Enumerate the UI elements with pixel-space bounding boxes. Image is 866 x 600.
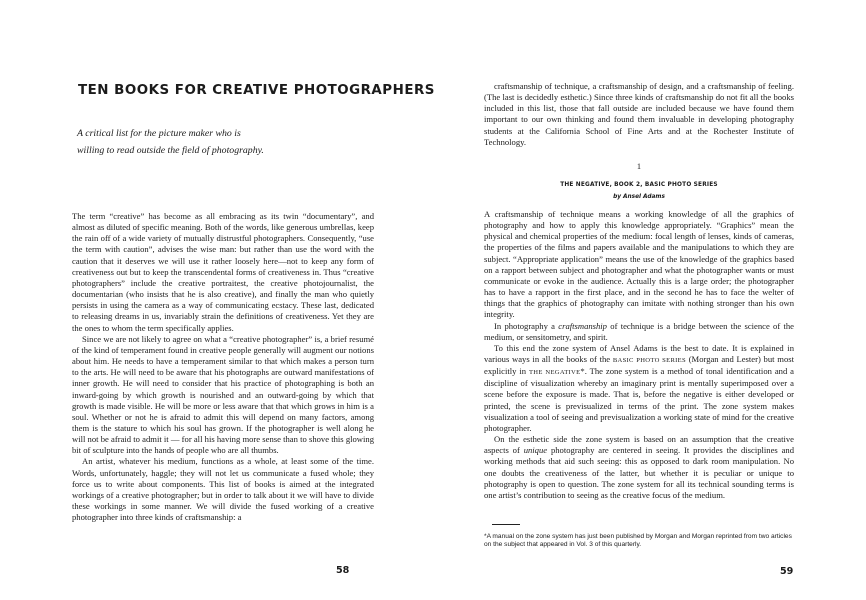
- paragraph: Since we are not likely to agree on what a “creative photographer” is, a brief resumé of the kind of temperament found in creative people generally will augment our notions about him. He needs to have a temperament similar to that which makes a person turn to the arts. He will need to be aware that his photographs are outward manifestations of inner growth. He will need to consider that his practice of photographing is both an inward-going by which growth is nourished and an outward-going by which that growth is made visible. He will be more or less aware that that which grows in him is a soul. Whether or not he is afraid to admit this will depend on many factors, among them is the stature to which his soul has grown. If the photographer is well along he will not be afraid to admit it — for all his having more sense than to shove this glowing bit of sculpture into the hands of people who are all thumbs.: [72, 333, 374, 456]
- page-number: 59: [780, 566, 794, 577]
- paragraph-text: To this end the zone system of Ansel Adams is the best to date. It is explained in various ways in all the books of the: [484, 342, 794, 364]
- section-author: by Ansel Adams: [613, 193, 665, 200]
- page-number: 58: [336, 565, 350, 576]
- emphasis-text: craftsmanship: [558, 320, 607, 331]
- paragraph: craftsmanship of technique, a craftsmanship of design, and a craftsmanship of feeling. (The last is decidedly esthetic.) Since three kinds of craftsmanship do not fit all the books included in this list, those that fall outside are included because we have found them important to our own thinking and found them invaluable in developing photography students at the California School of Fine Arts and at the Rochester Institute of Technology.: [484, 81, 794, 147]
- paragraph: [484, 321, 794, 343]
- paragraph-text: On the esthetic side the zone system is based on an assumption that the creative aspects of: [484, 434, 794, 456]
- paragraph: The term “creative” has become as all embracing as its twin “documentary”, and almost as diluted of specific meaning. Both of the words, like generous umbrellas, keep the rain off of a wide variety of mutually distrustful photographers. Consequently, “use the term with caution”, advises the wise man: but rather than use the word with the caution that it deserves we will use it rather loosely here—not to keep any form of creativeness out but to keep the transcendental forms of creativeness in. Thus “creative photographers” include the creative portraitest, the creative photojournalist, the documentarian (who insists that he is also creative), and finally the man who quietly persists in using the camera as a way of communicating ecstacy. These last, dedicated to releasing dreams in us, invariably strain the definitions of creativeness. Yet they are the ones to whom the term specifically applies.: [72, 211, 374, 333]
- book-series-name: BASIC PHOTO SERIES: [612, 356, 686, 364]
- subtitle-line: willing to read outside the field of photography.: [77, 144, 264, 156]
- footnote: *A manual on the zone system has just been published by Morgan and Morgan reprinted from two articles on the subject that appeared in Vol. 3 of this quarterly.: [484, 533, 792, 549]
- paragraph: [484, 343, 794, 434]
- paragraph: [484, 209, 794, 321]
- section-number: 1: [636, 161, 642, 171]
- paragraph: An artist, whatever his medium, functions as a whole, at least some of the time. Words, unfortunately, haggle; they will not let us communicate a fused whole; they force us to write about components. This list of books is aimed at the integrated workings of a creative photographer; but in order to talk about it we will have to divide these workings in some manner. We will divide the fused working of a creative photographer into three kinds of craftsmanship: a: [72, 456, 374, 523]
- emphasis-text: unique: [523, 445, 548, 456]
- paragraph-text: of technique is a bridge between the science of the medium, or sensitometry, and spirit.: [484, 320, 795, 342]
- book-name: THE NEGATIVE: [528, 369, 581, 377]
- subtitle-line: A critical list for the picture maker who is: [77, 128, 241, 139]
- article-title: TEN BOOKS FOR CREATIVE PHOTOGRAPHERS: [78, 83, 435, 98]
- article-subtitle: [77, 126, 367, 159]
- right-body-text: [484, 81, 794, 501]
- section-heading: THE NEGATIVE, BOOK 2, BASIC PHOTO SERIES: [560, 181, 718, 188]
- paragraph: [484, 434, 794, 501]
- paragraph-text: A craftsmanship of technique means a working knowledge of all the graphics of photography and how to apply this knowledge appropriately. “Graphics” mean the physical and chemical properties of the medium: focal length of lenses, kinds of cameras, the properties of the films and papers available and the manipulations to which they are subject. “Appropriate application” means the use of the knowledge of the graphics based on a rapport between subject and photographer and what the photographer wants or must communicate or evoke in the audience. Actually this is a large order; the photographer has to have a rapport in the first place, and in the second he has to face the welter of things that the graphics of photography can imitate with nothing stronger than his own integrity.: [484, 208, 794, 320]
- paragraph-text: *. The zone system is a method of tonal identification and a discipline of visualization whereby an imaginary print is mentally superimposed over a scene before the exposure is made. That is, before the negative is either developed or printed, the scene is previsualized in terms of the print. The zone system makes visualization a tool of seeing and previsualization a working state of mind for the creative photographer.: [484, 366, 794, 433]
- paragraph-text: In photography a: [494, 320, 559, 331]
- footnote-divider: [492, 524, 520, 525]
- paragraph-text: photography are centered in seeing. It provides the disciplines and working methods that aid such seeing: this as opposed to dark room manipulation. No one doubts the creativeness of the latter, but whether it is peculiar or unique to photography is open to question. The zone system for all its technical sounding terms is one artist’s contribution to seeing as the creative focus of the medium.: [484, 445, 795, 500]
- left-body-text: [72, 211, 374, 523]
- paragraph-text: (Morgan and Lester) but most explicitly in: [484, 353, 794, 377]
